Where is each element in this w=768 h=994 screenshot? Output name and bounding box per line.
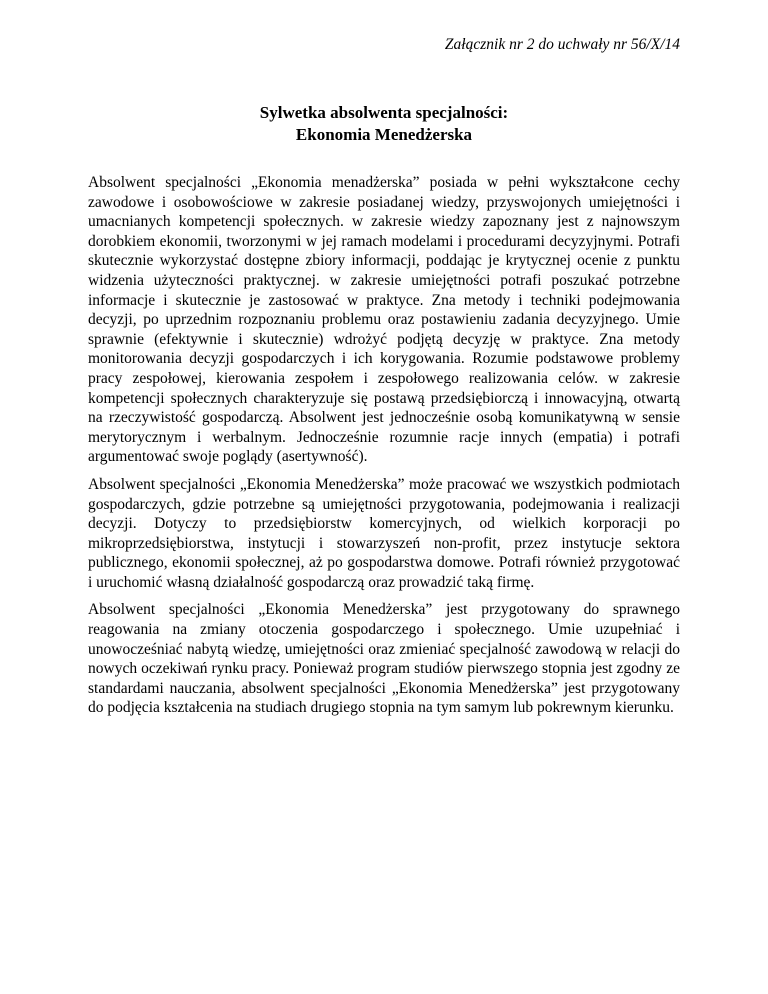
title-line-1: Sylwetka absolwenta specjalności: xyxy=(259,103,509,122)
document-body xyxy=(88,173,680,726)
paragraph-knowledge-skills: Absolwent specjalności „Ekonomia menadżerska” posiada w pełni wykształcone cechy zawodowe i osobowościowe w zakresie posiadanej wiedzy, przyswojonych umiejętności i umacnianych kompetencji społecznych. w zakresie wiedzy zapoznany jest z najnowszym dorobkiem ekonomii, tworzonymi w jej ramach modelami i procedurami decyzyjnymi. Potrafi skutecznie wykorzystać dostępne zbiory informacji, poddając je krytycznej ocenie z punktu widzenia użyteczności praktycznej. w zakresie umiejętności potrafi poszukać potrzebne informacje i skutecznie je zastosować w praktyce. Zna metody i techniki podejmowania decyzji, po uprzednim rozpoznaniu problemu oraz postawieniu zadania decyzyjnego. Umie sprawnie (efektywnie i skutecznie) wdrożyć podjętą decyzję w praktyce. Zna metody monitorowania decyzji gospodarczych i ich korygowania. Rozumie podstawowe problemy pracy zespołowej, kierowania zespołem i zespołowego realizowania celów. w zakresie kompetencji społecznych charakteryzuje się postawą przedsiębiorczą i innowacyjną, otwartą na rzeczywistość gospodarczą. Absolwent jest jednocześnie osobą komunikatywną w sensie merytorycznym i werbalnym. Jednocześnie rozumnie racje innych (empatia) i potrafi argumentować swoje poglądy (asertywność). xyxy=(88,174,680,466)
annex-reference: Załącznik nr 2 do uchwały nr 56/X/14 xyxy=(444,36,680,53)
title-line-2: Ekonomia Menedżerska xyxy=(295,125,473,144)
paragraph-employment: Absolwent specjalności „Ekonomia Menedżerska” może pracować we wszystkich podmiotach gospodarczych, gdzie potrzebne są umiejętności przygotowania, podejmowania i realizacji decyzji. Dotyczy to przedsiębiorstw komercyjnych, od wielkich korporacji po mikroprzedsiębiorstwa, instytucji i stowarzyszeń non-profit, przez instytucje sektora publicznego, ekonomii społecznej, aż po gospodarstwa domowe. Potrafi również przygotować i uruchomić własną działalność gospodarczą oraz prowadzić taką firmę. xyxy=(88,475,680,591)
paragraph-further-education: Absolwent specjalności „Ekonomia Menedżerska” jest przygotowany do sprawnego reagowania na zmiany otoczenia gospodarczego i społecznego. Umie uzupełniać i unowocześniać nabytą wiedzę, umiejętności oraz zmieniać specjalność zawodową w relacji do nowych oczekiwań rynku pracy. Ponieważ program studiów pierwszego stopnia jest zgodny ze standardami nauczania, absolwent specjalności „Ekonomia Menedżerska” jest przygotowany do podjęcia kształcenia na studiach drugiego stopnia na tym samym lub pokrewnym kierunku. xyxy=(88,601,680,717)
document-title xyxy=(0,102,768,146)
